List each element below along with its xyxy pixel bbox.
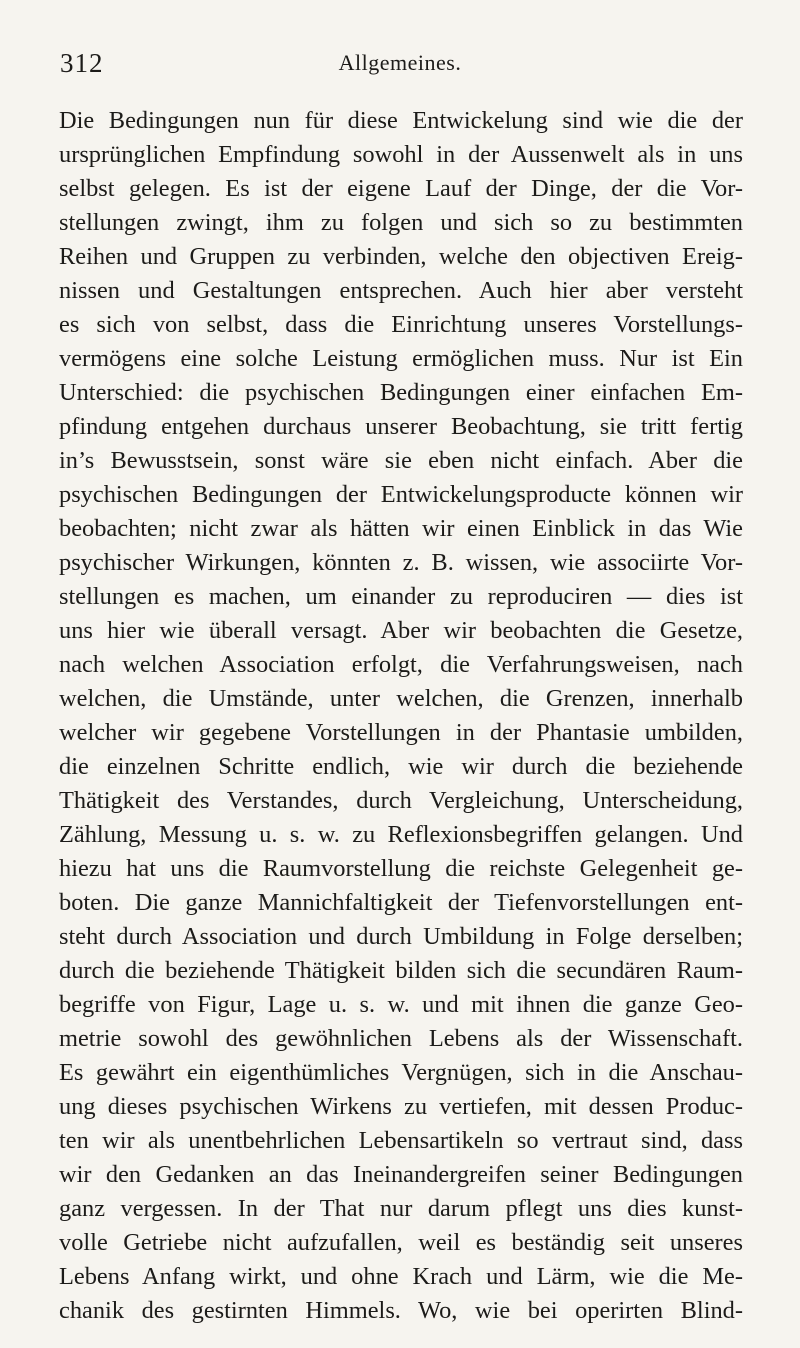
text-line: wir den Gedanken an das Ineinandergreifen seiner Bedingungen	[59, 1161, 743, 1188]
text-line: steht durch Association und durch Umbildung in Folge derselben;	[59, 923, 743, 950]
text-line: pfindung entgehen durchaus unserer Beobachtung, sie tritt fertig	[59, 413, 743, 440]
running-title: Allgemeines.	[338, 50, 462, 75]
text-line: selbst gelegen. Es ist der eigene Lauf der Dinge, der die Vor-	[59, 175, 743, 202]
text-line: durch die beziehende Thätigkeit bilden sich die secundären Raum-	[59, 957, 743, 984]
text-line: ung dieses psychischen Wirkens zu vertiefen, mit dessen Produc-	[59, 1093, 743, 1120]
text-line: vermögens eine solche Leistung ermöglichen muss. Nur ist Ein	[59, 345, 743, 372]
text-line: Thätigkeit des Verstandes, durch Vergleichung, Unterscheidung,	[59, 787, 743, 814]
text-line: die einzelnen Schritte endlich, wie wir durch die beziehende	[59, 753, 743, 780]
text-line: stellungen es machen, um einander zu reproduciren — dies ist	[59, 583, 743, 610]
text-line: ganz vergessen. In der That nur darum pflegt uns dies kunst-	[59, 1195, 743, 1222]
text-line: volle Getriebe nicht aufzufallen, weil es beständig seit unseres	[59, 1229, 743, 1256]
body-text	[59, 104, 743, 1328]
text-line: metrie sowohl des gewöhnlichen Lebens als der Wissenschaft.	[59, 1025, 743, 1052]
text-line: boten. Die ganze Mannichfaltigkeit der Tiefenvorstellungen ent-	[59, 889, 743, 916]
text-line: welcher wir gegebene Vorstellungen in der Phantasie umbilden,	[59, 719, 743, 746]
text-line: begriffe von Figur, Lage u. s. w. und mit ihnen die ganze Geo-	[59, 991, 743, 1018]
text-line: es sich von selbst, dass die Einrichtung unseres Vorstellungs-	[59, 311, 743, 338]
text-line: ten wir als unentbehrlichen Lebensartikeln so vertraut sind, dass	[59, 1127, 743, 1154]
text-line: in’s Bewusstsein, sonst wäre sie eben nicht einfach. Aber die	[59, 447, 743, 474]
text-line: Reihen und Gruppen zu verbinden, welche den objectiven Ereig-	[59, 243, 743, 270]
text-line: nissen und Gestaltungen entsprechen. Auch hier aber versteht	[59, 277, 743, 304]
text-line: hiezu hat uns die Raumvorstellung die reichste Gelegenheit ge-	[59, 855, 743, 882]
text-line: Zählung, Messung u. s. w. zu Reflexionsbegriffen gelangen. Und	[59, 821, 743, 848]
text-line: nach welchen Association erfolgt, die Verfahrungsweisen, nach	[59, 651, 743, 678]
text-line: chanik des gestirnten Himmels. Wo, wie bei operirten Blind-	[59, 1297, 743, 1324]
page-header	[60, 48, 740, 88]
text-line: Unterschied: die psychischen Bedingungen einer einfachen Em-	[59, 379, 743, 406]
text-line: welchen, die Umstände, unter welchen, die Grenzen, innerhalb	[59, 685, 743, 712]
text-line: stellungen zwingt, ihm zu folgen und sich so zu bestimmten	[59, 209, 743, 236]
text-line: Die Bedingungen nun für diese Entwickelung sind wie die der	[59, 107, 743, 134]
text-line: Es gewährt ein eigenthümliches Vergnügen, sich in die Anschau-	[59, 1059, 743, 1086]
text-line: psychischer Wirkungen, könnten z. B. wissen, wie associirte Vor-	[59, 549, 743, 576]
text-line: uns hier wie überall versagt. Aber wir beobachten die Gesetze,	[59, 617, 743, 644]
text-line: ursprünglichen Empfindung sowohl in der Aussenwelt als in uns	[59, 141, 743, 168]
text-line: beobachten; nicht zwar als hätten wir einen Einblick in das Wie	[59, 515, 743, 542]
text-line: Lebens Anfang wirkt, und ohne Krach und Lärm, wie die Me-	[59, 1263, 743, 1290]
page-number: 312	[60, 48, 104, 78]
text-line: psychischen Bedingungen der Entwickelungsproducte können wir	[59, 481, 743, 508]
